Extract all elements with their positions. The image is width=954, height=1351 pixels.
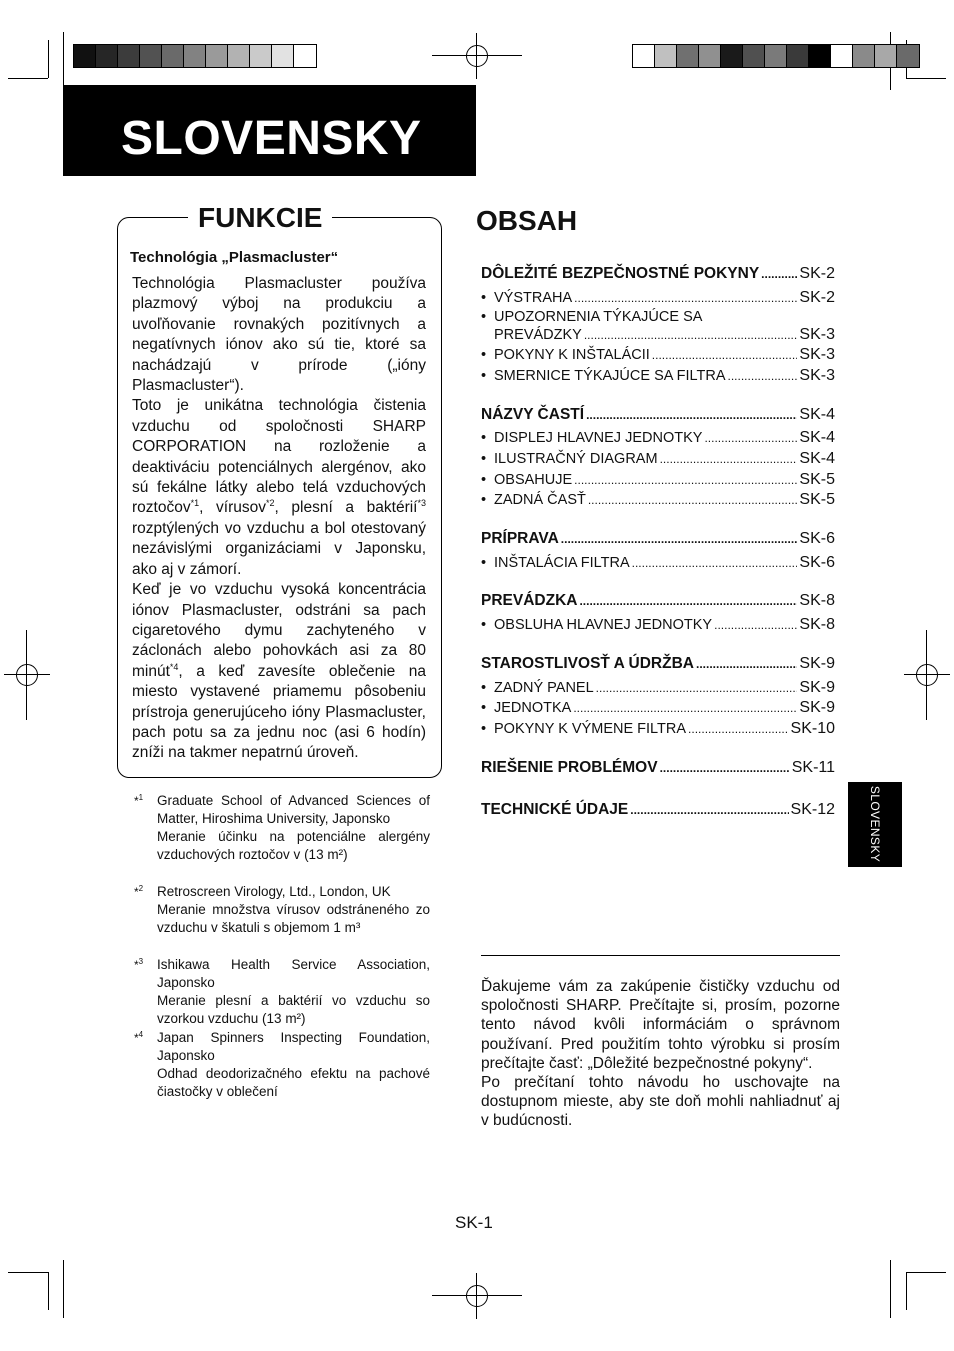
color-swatch [206,45,228,67]
page-title: SLOVENSKY [121,112,422,165]
footnote-ref-3[interactable]: *3 [417,498,426,509]
footnote-1: *$^1$ Graduate School of Advanced Sciences of Matter, Hiroshima University, Japonsko Meranie účinku na potenciálne alergény vzduchových roztočov v (13 m²) [134,793,430,862]
color-swatch [96,45,118,67]
footnote-4: *$^4$ Japan Spinners Inspecting Foundation, Japonsko Odhad deodorizačného efektu na pachové čiastočky v oblečení [134,1030,430,1099]
color-swatch [677,45,699,67]
color-swatch [721,45,743,67]
page-number: SK-1 [455,1213,493,1232]
color-swatch [633,45,655,67]
color-swatch [875,45,897,67]
features-paragraph-3: Keď je vo vzduchu vysoká koncentrácia iónov Plasmacluster, odstráni sa pach cigaretového dymu zachyteného v záclonách alebo pohovkách asi za 80 minút$^{*4}$, a keď zavesíte oblečenie na miesto vystavené priamemu pôsobeniu prístroja generujúceho ióny Plasmacluster, pach potu sa za jednu noc (asi 6 hodín) zníži na takmer nepatrnú úroveň. [132,581,426,762]
footnote-ref-2[interactable]: *2 [266,498,275,509]
color-calibration-bar-right [632,44,920,68]
color-swatch [228,45,250,67]
color-swatch [809,45,831,67]
footnote-3: *$^3$ Ishikawa Health Service Association, Japonsko Meranie plesní a baktérií vo vzduchu so vzorkou vzduchu (13 m²) [134,957,430,1026]
features-body [132,274,426,764]
toc-entry-filter-replacement[interactable]: • POKYNY K VÝMENE FILTRA ..... SK-10 [481,720,835,738]
color-swatch [787,45,809,67]
color-swatch [294,45,316,67]
crosshair-bottom-icon [432,1273,522,1319]
color-calibration-bar-left [73,44,317,68]
toc-entry-part-names[interactable]: NÁZVY ČASTÍ ..... SK-4 [481,406,835,424]
color-swatch [118,45,140,67]
crosshair-top-icon [432,33,522,79]
toc-entry-filter-install[interactable]: • INŠTALÁCIA FILTRA ..... SK-6 [481,554,835,572]
footnote-2: *$^2$ Retroscreen Virology, Ltd., London, UK Meranie množstva vírusov odstráneného zo vzduchu v škatuli s objemom 1 m³ [134,884,430,935]
toc-entry-specifications[interactable]: TECHNICKÉ ÚDAJE ..... SK-12 [481,801,835,819]
color-swatch [184,45,206,67]
toc-entry-preparation[interactable]: PRÍPRAVA ..... SK-6 [481,530,835,548]
language-title-banner [63,85,476,176]
footnote-ref-1[interactable]: *1 [190,498,200,509]
color-swatch [272,45,294,67]
toc-entry-back[interactable]: • ZADNÁ ČASŤ ..... SK-5 [481,491,835,509]
side-tab-label: SLOVENSKY [868,785,882,863]
color-swatch [765,45,787,67]
features-subheading: Technológia „Plasmacluster“ [130,249,339,266]
toc-entry-installation[interactable]: • POKYNY K INŠTALÁCII ..... SK-3 [481,346,835,364]
color-swatch [831,45,853,67]
toc-entry-diagram[interactable]: • ILUSTRAČNÝ DIAGRAM ..... SK-4 [481,450,835,468]
divider [481,955,840,956]
toc-heading: OBSAH [476,205,578,236]
toc-entry-operation-cautions[interactable]: • UPOZORNENIA TÝKAJÚCE SA [481,309,703,325]
toc-entry-display[interactable]: • DISPLEJ HLAVNEJ JEDNOTKY ..... SK-4 [481,429,835,447]
color-swatch [853,45,875,67]
thanks-paragraph-2: Po prečítaní tohto návodu ho uschovajte na dostupnom mieste, aby ste doň mohli nahliadnuť aj v budúcnosti. [481,1074,840,1130]
toc-entry-operation[interactable]: PREVÁDZKY ..... SK-3 [494,326,835,344]
color-swatch [699,45,721,67]
features-paragraph-2: Toto je unikátna technológia čistenia vzduchu od spoločnosti SHARP CORPORATION na rozloženie a deaktiváciu potenciálnych alergénov, ako sú fekálne látky alebo telá vzduchových roztočov$^{*1}$, vírusov$^{*2}$, plesní a baktérií$^{*3}$ rozptýlených vo vzduchu a bol otestovaný nezávislými organizáciami v Japonsku, ako aj v zámorí. [132,397,426,578]
toc-entry-main-unit-operation[interactable]: • OBSLUHA HLAVNEJ JEDNOTKY ..... SK-8 [481,616,835,634]
toc-entry-safety[interactable]: DÔLEŽITÉ BEZPEČNOSTNÉ POKYNY ..... SK-2 [481,265,835,283]
crosshair-right-icon [904,630,950,720]
color-swatch [743,45,765,67]
thanks-text [481,977,840,1131]
toc-entry-warning[interactable]: • VÝSTRAHA ..... SK-2 [481,289,835,307]
color-swatch [162,45,184,67]
toc-entry-troubleshooting[interactable]: RIEŠENIE PROBLÉMOV ..... SK-11 [481,759,835,777]
toc-entry-filter-guidelines[interactable]: • SMERNICE TÝKAJÚCE SA FILTRA ..... SK-3 [481,367,835,385]
toc-entry-operation-section[interactable]: PREVÁDZKA ..... SK-8 [481,592,835,610]
thanks-paragraph-1: Ďakujeme vám za zakúpenie čističky vzduchu od spoločnosti SHARP. Prečítajte si, prosím, pozorne tento návod kvôli informáciám o správnom používaní. Pred použitím tohto výrobku si prosím prečítajte časť: „Dôležité bezpečnostné pokyny“. [481,978,840,1072]
toc-entry-care[interactable]: STAROSTLIVOSŤ A ÚDRŽBA ..... SK-9 [481,655,835,673]
color-swatch [250,45,272,67]
toc-entry-back-panel[interactable]: • ZADNÝ PANEL ..... SK-9 [481,679,835,697]
color-swatch [655,45,677,67]
crosshair-left-icon [4,630,50,720]
features-heading: FUNKCIE [188,200,332,236]
features-paragraph-1: Technológia Plasmacluster používa plazmový výboj na produkciu a uvoľňovanie rovnakých pozitívnych a negatívnych iónov ako sú tie, ktoré sa nachádzajú v prírode („ióny Plasmacluster“). [132,275,426,395]
footnote-ref-4[interactable]: *4 [169,661,179,672]
color-swatch [897,45,919,67]
toc-entry-unit[interactable]: • JEDNOTKA ..... SK-9 [481,699,835,717]
toc-entry-contents[interactable]: • OBSAHUJE ..... SK-5 [481,471,835,489]
color-swatch [140,45,162,67]
language-side-tab [848,782,902,867]
color-swatch [74,45,96,67]
